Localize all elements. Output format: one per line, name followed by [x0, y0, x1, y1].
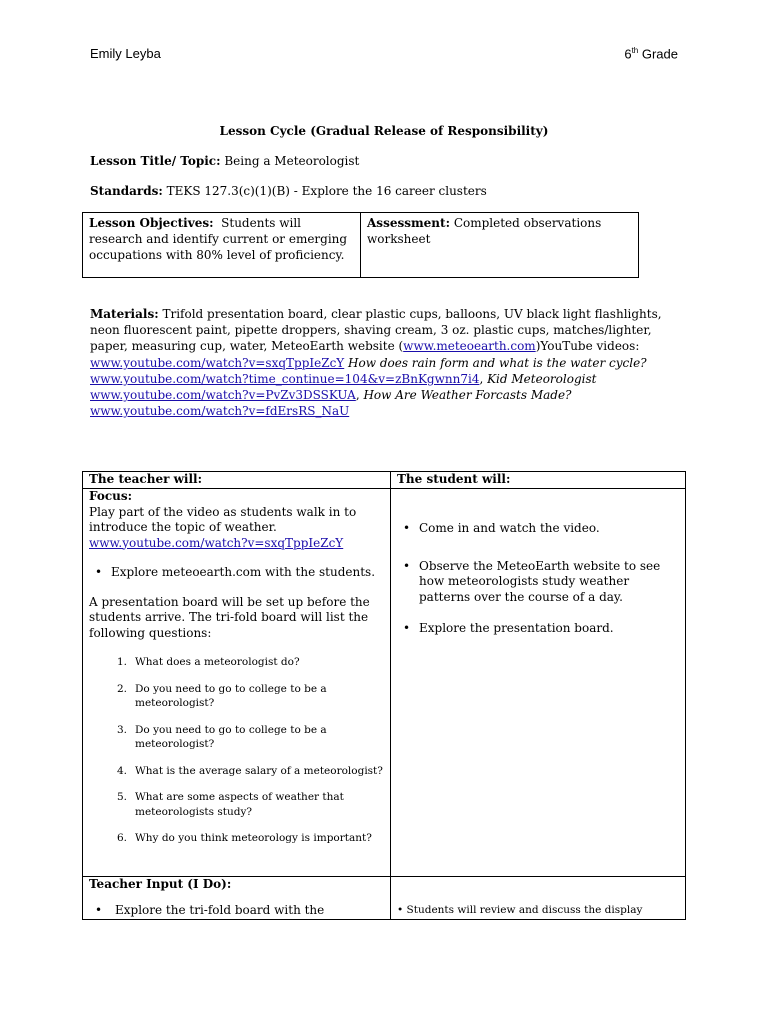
video-caption-1: How does rain form and what is the water cycle? [348, 355, 647, 370]
standards-label: Standards: [90, 184, 163, 198]
student-column-header: The student will: [391, 472, 686, 489]
list-item: 2. Do you need to go to college to be a meteorologist? [89, 682, 384, 711]
lesson-title-line [90, 154, 359, 168]
student-bullet-text: Come in and watch the video. [419, 521, 600, 535]
lesson-title-label: Lesson Title/ Topic: [90, 154, 221, 168]
student-bullet [397, 521, 679, 537]
question-text: What does a meteorologist do? [135, 656, 300, 668]
student-bullet-text: Observe the MeteoEarth website to see how meteorologists study weather patterns over the course of a day. [419, 558, 661, 604]
question-text: Do you need to go to college to be a meteorologist? [135, 682, 327, 709]
question-text: What is the average salary of a meteorologist? [135, 764, 383, 777]
bullet-icon: • [403, 621, 411, 635]
list-item: 4. What is the average salary of a meteorologist? [116, 764, 383, 777]
grade-suffix: th [631, 46, 639, 55]
focus-intro: Play part of the video as students walk in to introduce the topic of weather. [89, 504, 357, 534]
materials-section: Materials: Trifold presentation board, clear plastic cups, balloons, UV black light flashlights, neon fluorescent paint, pipette droppers, shaving cream, 3 oz. plastic cups, matches/lighter, paper, measuring cup, water, MeteoEarth website (www.meteoearth.com)YouTube videos: www.youtube.com/watch?v=sxqTppIeZcY How does rain form and what is the water cycle? www.youtube.com/watch?time_continue=104&v=zBnKgwnn7i4, Kid Meteorologist www.youtube.com/watch?v=PvZv3DSSKUA, How Are Weather Forcasts Made? www.youtube.com/watch?v=fdErsRS_NaU [90, 307, 662, 419]
grade-label [624, 46, 678, 61]
video-link-4[interactable]: www.youtube.com/watch?v=fdErsRS_NaU [90, 404, 350, 419]
teacher-column-header: The teacher will: [83, 472, 391, 489]
input-teacher-bullet [89, 903, 384, 919]
question-text: Why do you think meteorology is important? [135, 832, 372, 844]
bullet-icon: • [95, 902, 103, 917]
grade-word: Grade [641, 46, 678, 62]
board-text: A presentation board will be set up before the students arrive. The tri-fold board will list the following questions: [89, 594, 370, 640]
focus-teacher-cell [83, 489, 391, 877]
video-caption-2: Kid Meteorologist [487, 371, 597, 386]
list-item: 1. What does a meteorologist do? [116, 656, 300, 668]
standards-line [90, 184, 487, 198]
materials-text-2: )YouTube videos: [535, 339, 640, 354]
student-bullet-text: Explore the presentation board. [419, 621, 614, 635]
question-text: Do you need to go to college to be a meteorologist? [135, 723, 327, 750]
list-item: 6. Why do you think meteorology is important? [116, 832, 372, 844]
video-link-2[interactable]: www.youtube.com/watch?time_continue=104&v=zBnKgwnn7i4 [90, 371, 480, 386]
input-teacher-bullet-text: Explore the tri-fold board with the [115, 902, 325, 917]
focus-bullet [89, 565, 384, 581]
video-caption-3: How Are Weather Forcasts Made? [363, 388, 572, 403]
video-link-3[interactable]: www.youtube.com/watch?v=PvZv3DSSKUA [90, 388, 356, 403]
bullet-icon: • [95, 565, 103, 579]
focus-student-cell [391, 489, 686, 877]
assessment-cell [361, 213, 639, 278]
assessment-text: Completed observations worksheet [367, 216, 602, 246]
focus-bullet-text: Explore meteoearth.com with the students. [111, 565, 376, 579]
list-item: 3. Do you need to go to college to be a meteorologist? [89, 723, 384, 752]
assessment-label: Assessment: [367, 216, 450, 230]
meteoearth-link[interactable]: www.meteoearth.com [403, 339, 536, 354]
document-title: Lesson Cycle (Gradual Release of Responsibility) [219, 124, 549, 138]
lesson-cycle-table [82, 471, 686, 920]
focus-label: Focus: [89, 489, 133, 503]
input-student-bullet [397, 903, 679, 919]
input-student-cell [391, 877, 686, 920]
author-name: Emily Leyba [90, 46, 161, 61]
grade-number: 6 [624, 46, 632, 62]
objectives-text: Students will research and identify current or emerging occupations with 80% level of proficiency. [89, 216, 348, 262]
question-text: What are some aspects of weather that meteorologists study? [135, 791, 344, 818]
question-list [89, 655, 384, 846]
input-teacher-cell [83, 877, 391, 920]
materials-label: Materials: [90, 307, 159, 321]
materials-text: Trifold presentation board, clear plastic cups, balloons, UV black light flashlights, neon fluorescent paint, pipette droppers, shaving cream, 3 oz. plastic cups, matches/lighter, paper, measuring cup, water, MeteoEarth website ( [90, 307, 662, 354]
objectives-table [82, 212, 639, 278]
bullet-icon: • [403, 521, 411, 535]
bullet-icon: • [397, 904, 404, 916]
input-student-bullet-text: Students will review and discuss the display [406, 904, 643, 916]
focus-video-link[interactable]: www.youtube.com/watch?v=sxqTppIeZcY [89, 535, 344, 550]
video-link-1[interactable]: www.youtube.com/watch?v=sxqTppIeZcY [90, 355, 345, 370]
student-bullet [397, 559, 679, 606]
teacher-input-label: Teacher Input (I Do): [89, 877, 232, 891]
lesson-title-value: Being a Meteorologist [224, 154, 360, 168]
bullet-icon: • [403, 558, 411, 573]
standards-value: TEKS 127.3(c)(1)(B) - Explore the 16 career clusters [166, 184, 487, 198]
list-item: 5. What are some aspects of weather that meteorologists study? [89, 790, 384, 819]
objectives-label: Lesson Objectives: [89, 216, 214, 230]
objectives-cell [83, 213, 361, 278]
student-bullet [397, 621, 679, 637]
